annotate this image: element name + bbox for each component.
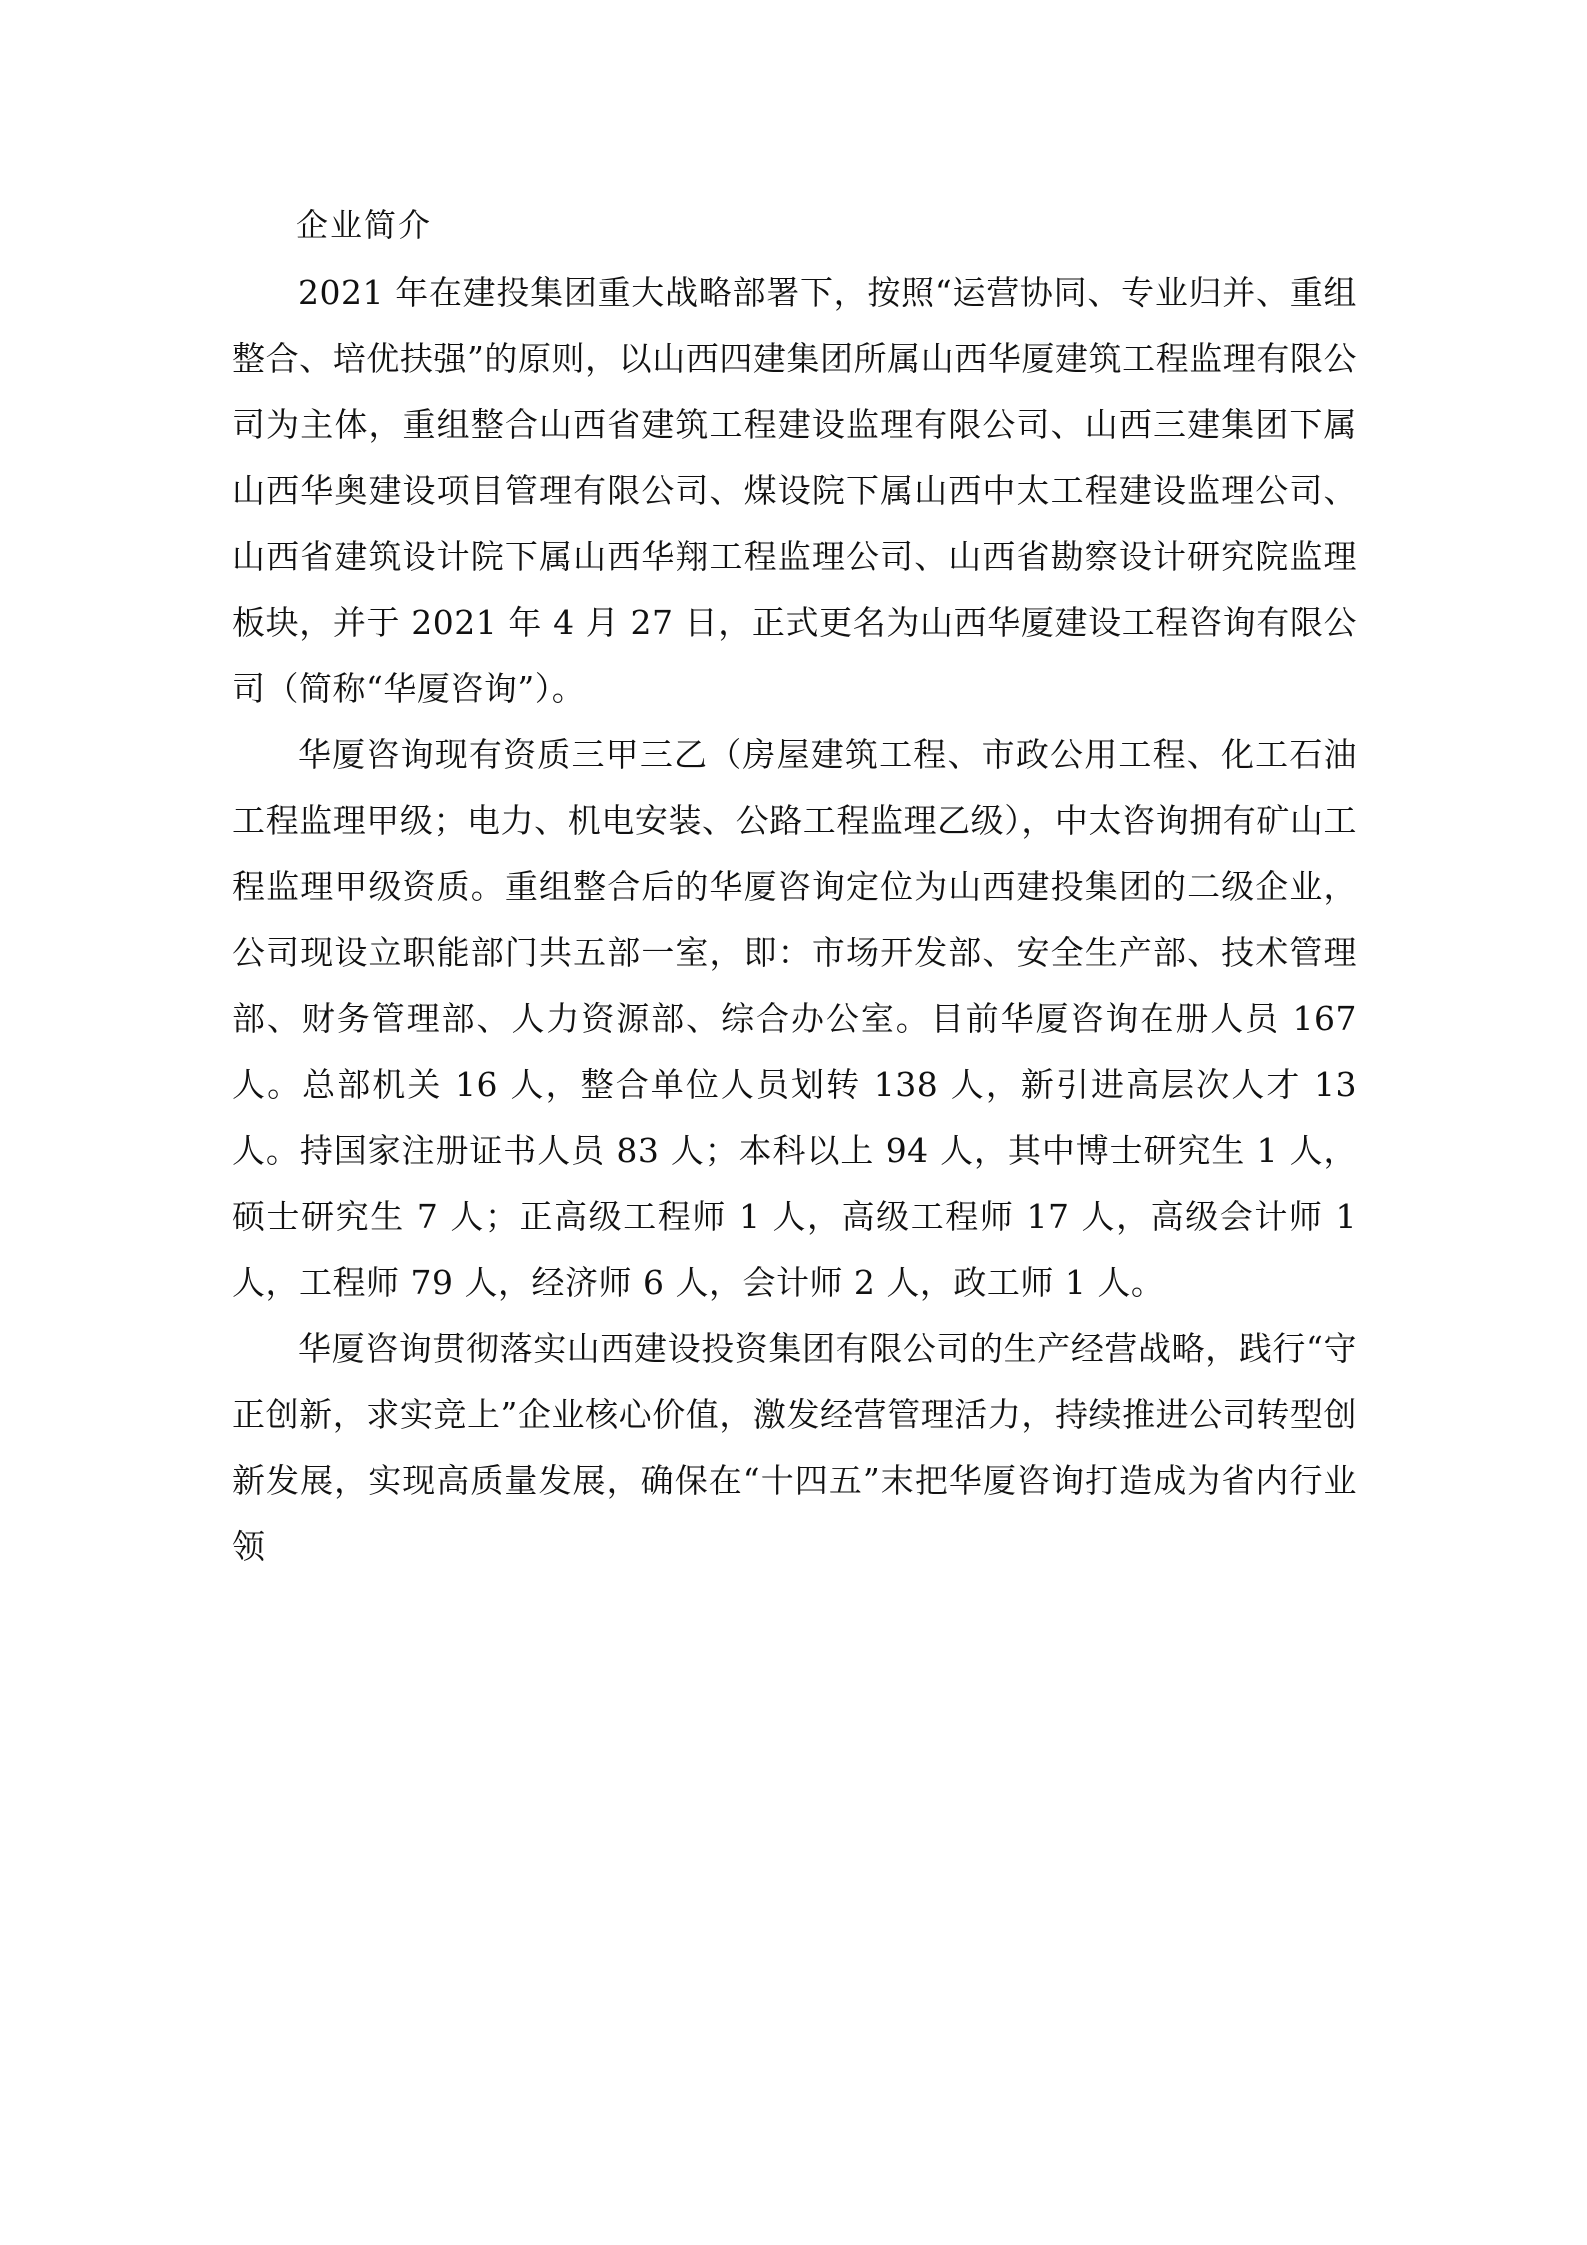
paragraph-3: 华厦咨询贯彻落实山西建设投资集团有限公司的生产经营战略，践行“守正创新，求实竞上”企业核心价值，激发经营管理活力，持续推进公司转型创新发展，实现高质量发展，确保在“十四五”末把华厦咨询打造成为省内行业领 [232, 1329, 1357, 1566]
page-title: 企业简介 [296, 206, 433, 244]
paragraph-1: 2021 年在建投集团重大战略部署下，按照“运营协同、专业归并、重组整合、培优扶强”的原则，以山西四建集团所属山西华厦建筑工程监理有限公司为主体，重组整合山西省建筑工程建设监理有限公司、山西三建集团下属山西华奥建设项目管理有限公司、煤设院下属山西中太工程建设监理公司、山西省建筑设计院下属山西华翔工程监理公司、山西省勘察设计研究院监理板块，并于 2021 年 4 月 27 日，正式更名为山西华厦建设工程咨询有限公司（简称“华厦咨询”）。 [232, 273, 1357, 708]
paragraph-2: 华厦咨询现有资质三甲三乙（房屋建筑工程、市政公用工程、化工石油工程监理甲级；电力、机电安装、公路工程监理乙级），中太咨询拥有矿山工程监理甲级资质。重组整合后的华厦咨询定位为山西建投集团的二级企业，公司现设立职能部门共五部一室，即：市场开发部、安全生产部、技术管理部、财务管理部、人力资源部、综合办公室。目前华厦咨询在册人员 167 人。总部机关 16 人，整合单位人员划转 138 人，新引进高层次人才 13 人。持国家注册证书人员 83 人；本科以上 94 人，其中博士研究生 1 人，硕士研究生 7 人；正高级工程师 1 人，高级工程师 17 人，高级会计师 1 人，工程师 79 人，经济师 6 人，会计师 2 人，政工师 1 人。 [232, 735, 1357, 1302]
document-body [232, 196, 1357, 1580]
